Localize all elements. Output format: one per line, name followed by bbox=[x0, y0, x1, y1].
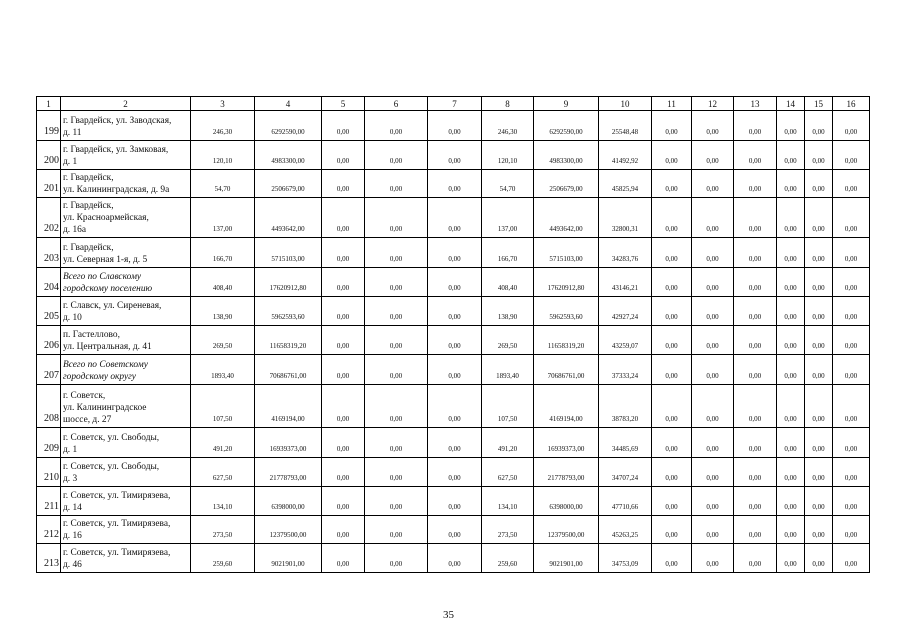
value-cell-col-16: 0,00 bbox=[833, 198, 870, 238]
table-row bbox=[37, 428, 870, 458]
column-header-14: 14 bbox=[777, 97, 805, 111]
address-cell: г. Советск, ул. Калининградское шоссе, д. 27 bbox=[61, 385, 191, 428]
value-cell-col-6: 0,00 bbox=[365, 141, 428, 170]
value-cell-col-4: 4493642,00 bbox=[255, 198, 322, 238]
value-cell-col-15: 0,00 bbox=[805, 385, 833, 428]
value-cell-col-13: 0,00 bbox=[734, 198, 777, 238]
table-row bbox=[37, 198, 870, 238]
value-cell-col-7: 0,00 bbox=[428, 268, 482, 297]
address-cell: г. Советск, ул. Тимирязева, д. 16 bbox=[61, 516, 191, 544]
value-cell-col-3: 137,00 bbox=[191, 198, 255, 238]
value-cell-col-6: 0,00 bbox=[365, 297, 428, 326]
value-cell-col-13: 0,00 bbox=[734, 111, 777, 141]
row-number: 209 bbox=[37, 428, 61, 458]
page-number: 35 bbox=[443, 609, 454, 621]
value-cell-col-5: 0,00 bbox=[322, 297, 365, 326]
value-cell-col-11: 0,00 bbox=[652, 111, 692, 141]
column-header-10: 10 bbox=[599, 97, 652, 111]
value-cell-col-6: 0,00 bbox=[365, 268, 428, 297]
value-cell-col-14: 0,00 bbox=[777, 111, 805, 141]
value-cell-col-10: 34283,76 bbox=[599, 238, 652, 268]
value-cell-col-16: 0,00 bbox=[833, 268, 870, 297]
value-cell-col-9: 17620912,80 bbox=[534, 268, 599, 297]
value-cell-col-16: 0,00 bbox=[833, 326, 870, 355]
value-cell-col-6: 0,00 bbox=[365, 170, 428, 198]
address-cell: г. Славск, ул. Сиреневая, д. 10 bbox=[61, 297, 191, 326]
table-row bbox=[37, 355, 870, 385]
value-cell-col-11: 0,00 bbox=[652, 385, 692, 428]
value-cell-col-6: 0,00 bbox=[365, 516, 428, 544]
column-header-11: 11 bbox=[652, 97, 692, 111]
value-cell-col-9: 4983300,00 bbox=[534, 141, 599, 170]
value-cell-col-3: 491,20 bbox=[191, 428, 255, 458]
value-cell-col-4: 21778793,00 bbox=[255, 458, 322, 487]
value-cell-col-7: 0,00 bbox=[428, 326, 482, 355]
column-header-1: 1 bbox=[37, 97, 61, 111]
value-cell-col-7: 0,00 bbox=[428, 198, 482, 238]
value-cell-col-6: 0,00 bbox=[365, 111, 428, 141]
address-cell: г. Советск, ул. Тимирязева, д. 14 bbox=[61, 487, 191, 516]
value-cell-col-6: 0,00 bbox=[365, 385, 428, 428]
value-cell-col-11: 0,00 bbox=[652, 516, 692, 544]
value-cell-col-15: 0,00 bbox=[805, 544, 833, 573]
value-cell-col-10: 25548,48 bbox=[599, 111, 652, 141]
value-cell-col-12: 0,00 bbox=[692, 544, 734, 573]
value-cell-col-15: 0,00 bbox=[805, 355, 833, 385]
table-row bbox=[37, 111, 870, 141]
value-cell-col-4: 2506679,00 bbox=[255, 170, 322, 198]
value-cell-col-11: 0,00 bbox=[652, 198, 692, 238]
table-row bbox=[37, 170, 870, 198]
value-cell-col-14: 0,00 bbox=[777, 428, 805, 458]
value-cell-col-8: 269,50 bbox=[482, 326, 534, 355]
value-cell-col-16: 0,00 bbox=[833, 428, 870, 458]
value-cell-col-15: 0,00 bbox=[805, 458, 833, 487]
value-cell-col-15: 0,00 bbox=[805, 170, 833, 198]
column-header-12: 12 bbox=[692, 97, 734, 111]
address-cell: г. Гвардейск, ул. Заводская, д. 11 bbox=[61, 111, 191, 141]
value-cell-col-13: 0,00 bbox=[734, 238, 777, 268]
value-cell-col-3: 120,10 bbox=[191, 141, 255, 170]
value-cell-col-9: 12379500,00 bbox=[534, 516, 599, 544]
value-cell-col-13: 0,00 bbox=[734, 170, 777, 198]
value-cell-col-12: 0,00 bbox=[692, 487, 734, 516]
value-cell-col-3: 246,30 bbox=[191, 111, 255, 141]
value-cell-col-10: 41492,92 bbox=[599, 141, 652, 170]
address-cell: г. Советск, ул. Тимирязева, д. 46 bbox=[61, 544, 191, 573]
value-cell-col-13: 0,00 bbox=[734, 516, 777, 544]
value-cell-col-14: 0,00 bbox=[777, 268, 805, 297]
value-cell-col-15: 0,00 bbox=[805, 428, 833, 458]
value-cell-col-15: 0,00 bbox=[805, 238, 833, 268]
value-cell-col-16: 0,00 bbox=[833, 297, 870, 326]
address-cell: г. Советск, ул. Свободы, д. 1 bbox=[61, 428, 191, 458]
column-header-6: 6 bbox=[365, 97, 428, 111]
row-number: 202 bbox=[37, 198, 61, 238]
column-header-13: 13 bbox=[734, 97, 777, 111]
value-cell-col-13: 0,00 bbox=[734, 544, 777, 573]
value-cell-col-9: 6398000,00 bbox=[534, 487, 599, 516]
value-cell-col-8: 273,50 bbox=[482, 516, 534, 544]
value-cell-col-10: 43146,21 bbox=[599, 268, 652, 297]
table-row bbox=[37, 458, 870, 487]
table-row bbox=[37, 544, 870, 573]
column-header-7: 7 bbox=[428, 97, 482, 111]
value-cell-col-8: 107,50 bbox=[482, 385, 534, 428]
value-cell-col-16: 0,00 bbox=[833, 238, 870, 268]
value-cell-col-16: 0,00 bbox=[833, 516, 870, 544]
value-cell-col-9: 5962593,60 bbox=[534, 297, 599, 326]
row-number: 204 bbox=[37, 268, 61, 297]
table-row bbox=[37, 385, 870, 428]
value-cell-col-3: 627,50 bbox=[191, 458, 255, 487]
value-cell-col-5: 0,00 bbox=[322, 487, 365, 516]
value-cell-col-10: 38783,20 bbox=[599, 385, 652, 428]
value-cell-col-14: 0,00 bbox=[777, 516, 805, 544]
value-cell-col-8: 166,70 bbox=[482, 238, 534, 268]
data-table bbox=[36, 96, 870, 573]
value-cell-col-7: 0,00 bbox=[428, 385, 482, 428]
value-cell-col-3: 54,70 bbox=[191, 170, 255, 198]
value-cell-col-11: 0,00 bbox=[652, 170, 692, 198]
value-cell-col-12: 0,00 bbox=[692, 385, 734, 428]
value-cell-col-8: 54,70 bbox=[482, 170, 534, 198]
value-cell-col-9: 5715103,00 bbox=[534, 238, 599, 268]
value-cell-col-12: 0,00 bbox=[692, 428, 734, 458]
value-cell-col-14: 0,00 bbox=[777, 326, 805, 355]
value-cell-col-4: 11658319,20 bbox=[255, 326, 322, 355]
column-header-9: 9 bbox=[534, 97, 599, 111]
value-cell-col-10: 34485,69 bbox=[599, 428, 652, 458]
table-row bbox=[37, 238, 870, 268]
row-number: 208 bbox=[37, 385, 61, 428]
value-cell-col-12: 0,00 bbox=[692, 170, 734, 198]
value-cell-col-5: 0,00 bbox=[322, 111, 365, 141]
value-cell-col-7: 0,00 bbox=[428, 458, 482, 487]
row-number: 210 bbox=[37, 458, 61, 487]
value-cell-col-16: 0,00 bbox=[833, 355, 870, 385]
value-cell-col-11: 0,00 bbox=[652, 355, 692, 385]
value-cell-col-6: 0,00 bbox=[365, 326, 428, 355]
row-number: 203 bbox=[37, 238, 61, 268]
value-cell-col-5: 0,00 bbox=[322, 170, 365, 198]
table-row bbox=[37, 326, 870, 355]
subtotal-label: Всего по Славскому городскому поселению bbox=[61, 268, 191, 297]
value-cell-col-5: 0,00 bbox=[322, 385, 365, 428]
table-body bbox=[37, 111, 870, 573]
value-cell-col-14: 0,00 bbox=[777, 141, 805, 170]
value-cell-col-6: 0,00 bbox=[365, 458, 428, 487]
row-number: 199 bbox=[37, 111, 61, 141]
address-cell: г. Гвардейск, ул. Красноармейская, д. 16а bbox=[61, 198, 191, 238]
value-cell-col-12: 0,00 bbox=[692, 238, 734, 268]
value-cell-col-7: 0,00 bbox=[428, 516, 482, 544]
value-cell-col-3: 134,10 bbox=[191, 487, 255, 516]
value-cell-col-5: 0,00 bbox=[322, 544, 365, 573]
value-cell-col-12: 0,00 bbox=[692, 198, 734, 238]
value-cell-col-12: 0,00 bbox=[692, 516, 734, 544]
value-cell-col-12: 0,00 bbox=[692, 355, 734, 385]
column-header-8: 8 bbox=[482, 97, 534, 111]
table-row bbox=[37, 297, 870, 326]
value-cell-col-9: 4169194,00 bbox=[534, 385, 599, 428]
value-cell-col-9: 70686761,00 bbox=[534, 355, 599, 385]
value-cell-col-4: 5715103,00 bbox=[255, 238, 322, 268]
column-header-4: 4 bbox=[255, 97, 322, 111]
value-cell-col-5: 0,00 bbox=[322, 428, 365, 458]
value-cell-col-16: 0,00 bbox=[833, 111, 870, 141]
row-number: 211 bbox=[37, 487, 61, 516]
value-cell-col-9: 4493642,00 bbox=[534, 198, 599, 238]
value-cell-col-9: 6292590,00 bbox=[534, 111, 599, 141]
value-cell-col-8: 138,90 bbox=[482, 297, 534, 326]
value-cell-col-14: 0,00 bbox=[777, 238, 805, 268]
value-cell-col-6: 0,00 bbox=[365, 428, 428, 458]
value-cell-col-7: 0,00 bbox=[428, 544, 482, 573]
value-cell-col-13: 0,00 bbox=[734, 297, 777, 326]
row-number: 200 bbox=[37, 141, 61, 170]
value-cell-col-8: 134,10 bbox=[482, 487, 534, 516]
value-cell-col-4: 17620912,80 bbox=[255, 268, 322, 297]
value-cell-col-12: 0,00 bbox=[692, 268, 734, 297]
value-cell-col-7: 0,00 bbox=[428, 141, 482, 170]
value-cell-col-10: 34707,24 bbox=[599, 458, 652, 487]
value-cell-col-3: 1893,40 bbox=[191, 355, 255, 385]
value-cell-col-16: 0,00 bbox=[833, 141, 870, 170]
value-cell-col-15: 0,00 bbox=[805, 487, 833, 516]
value-cell-col-9: 9021901,00 bbox=[534, 544, 599, 573]
value-cell-col-12: 0,00 bbox=[692, 326, 734, 355]
value-cell-col-5: 0,00 bbox=[322, 238, 365, 268]
value-cell-col-16: 0,00 bbox=[833, 458, 870, 487]
value-cell-col-9: 11658319,20 bbox=[534, 326, 599, 355]
value-cell-col-13: 0,00 bbox=[734, 458, 777, 487]
value-cell-col-3: 408,40 bbox=[191, 268, 255, 297]
value-cell-col-13: 0,00 bbox=[734, 268, 777, 297]
value-cell-col-8: 491,20 bbox=[482, 428, 534, 458]
value-cell-col-11: 0,00 bbox=[652, 326, 692, 355]
value-cell-col-10: 42927,24 bbox=[599, 297, 652, 326]
value-cell-col-15: 0,00 bbox=[805, 297, 833, 326]
value-cell-col-6: 0,00 bbox=[365, 544, 428, 573]
value-cell-col-5: 0,00 bbox=[322, 355, 365, 385]
value-cell-col-16: 0,00 bbox=[833, 544, 870, 573]
value-cell-col-15: 0,00 bbox=[805, 111, 833, 141]
value-cell-col-8: 627,50 bbox=[482, 458, 534, 487]
value-cell-col-5: 0,00 bbox=[322, 516, 365, 544]
row-number: 205 bbox=[37, 297, 61, 326]
value-cell-col-15: 0,00 bbox=[805, 268, 833, 297]
row-number: 213 bbox=[37, 544, 61, 573]
value-cell-col-7: 0,00 bbox=[428, 170, 482, 198]
value-cell-col-12: 0,00 bbox=[692, 141, 734, 170]
value-cell-col-3: 269,50 bbox=[191, 326, 255, 355]
subtotal-label: Всего по Советскому городскому округу bbox=[61, 355, 191, 385]
value-cell-col-13: 0,00 bbox=[734, 355, 777, 385]
value-cell-col-4: 6292590,00 bbox=[255, 111, 322, 141]
value-cell-col-16: 0,00 bbox=[833, 487, 870, 516]
value-cell-col-14: 0,00 bbox=[777, 198, 805, 238]
value-cell-col-3: 138,90 bbox=[191, 297, 255, 326]
value-cell-col-11: 0,00 bbox=[652, 268, 692, 297]
address-cell: г. Советск, ул. Свободы, д. 3 bbox=[61, 458, 191, 487]
address-cell: г. Гвардейск, ул. Северная 1-я, д. 5 bbox=[61, 238, 191, 268]
value-cell-col-10: 47710,66 bbox=[599, 487, 652, 516]
value-cell-col-10: 37333,24 bbox=[599, 355, 652, 385]
column-header-15: 15 bbox=[805, 97, 833, 111]
value-cell-col-4: 6398000,00 bbox=[255, 487, 322, 516]
value-cell-col-15: 0,00 bbox=[805, 141, 833, 170]
value-cell-col-8: 137,00 bbox=[482, 198, 534, 238]
value-cell-col-11: 0,00 bbox=[652, 297, 692, 326]
column-header-5: 5 bbox=[322, 97, 365, 111]
value-cell-col-14: 0,00 bbox=[777, 170, 805, 198]
column-header-16: 16 bbox=[833, 97, 870, 111]
value-cell-col-4: 70686761,00 bbox=[255, 355, 322, 385]
value-cell-col-8: 259,60 bbox=[482, 544, 534, 573]
value-cell-col-13: 0,00 bbox=[734, 428, 777, 458]
value-cell-col-14: 0,00 bbox=[777, 355, 805, 385]
value-cell-col-3: 273,50 bbox=[191, 516, 255, 544]
value-cell-col-13: 0,00 bbox=[734, 141, 777, 170]
value-cell-col-14: 0,00 bbox=[777, 297, 805, 326]
value-cell-col-3: 166,70 bbox=[191, 238, 255, 268]
value-cell-col-4: 16939373,00 bbox=[255, 428, 322, 458]
row-number: 206 bbox=[37, 326, 61, 355]
value-cell-col-14: 0,00 bbox=[777, 544, 805, 573]
value-cell-col-5: 0,00 bbox=[322, 198, 365, 238]
column-header-3: 3 bbox=[191, 97, 255, 111]
value-cell-col-10: 34753,09 bbox=[599, 544, 652, 573]
value-cell-col-12: 0,00 bbox=[692, 111, 734, 141]
value-cell-col-8: 408,40 bbox=[482, 268, 534, 297]
value-cell-col-5: 0,00 bbox=[322, 268, 365, 297]
value-cell-col-8: 246,30 bbox=[482, 111, 534, 141]
value-cell-col-10: 45825,94 bbox=[599, 170, 652, 198]
value-cell-col-6: 0,00 bbox=[365, 238, 428, 268]
value-cell-col-7: 0,00 bbox=[428, 428, 482, 458]
value-cell-col-14: 0,00 bbox=[777, 385, 805, 428]
value-cell-col-6: 0,00 bbox=[365, 487, 428, 516]
value-cell-col-4: 5962593,60 bbox=[255, 297, 322, 326]
value-cell-col-14: 0,00 bbox=[777, 458, 805, 487]
value-cell-col-10: 45263,25 bbox=[599, 516, 652, 544]
value-cell-col-5: 0,00 bbox=[322, 141, 365, 170]
value-cell-col-7: 0,00 bbox=[428, 355, 482, 385]
value-cell-col-5: 0,00 bbox=[322, 458, 365, 487]
value-cell-col-9: 21778793,00 bbox=[534, 458, 599, 487]
row-number: 207 bbox=[37, 355, 61, 385]
value-cell-col-4: 9021901,00 bbox=[255, 544, 322, 573]
address-cell: г. Гвардейск, ул. Калининградская, д. 9а bbox=[61, 170, 191, 198]
value-cell-col-13: 0,00 bbox=[734, 326, 777, 355]
value-cell-col-7: 0,00 bbox=[428, 487, 482, 516]
value-cell-col-11: 0,00 bbox=[652, 487, 692, 516]
column-header-2: 2 bbox=[61, 97, 191, 111]
value-cell-col-11: 0,00 bbox=[652, 428, 692, 458]
value-cell-col-5: 0,00 bbox=[322, 326, 365, 355]
value-cell-col-15: 0,00 bbox=[805, 198, 833, 238]
value-cell-col-7: 0,00 bbox=[428, 111, 482, 141]
table-row bbox=[37, 268, 870, 297]
table-row bbox=[37, 141, 870, 170]
value-cell-col-10: 43259,07 bbox=[599, 326, 652, 355]
value-cell-col-7: 0,00 bbox=[428, 238, 482, 268]
value-cell-col-13: 0,00 bbox=[734, 487, 777, 516]
value-cell-col-15: 0,00 bbox=[805, 516, 833, 544]
address-cell: г. Гвардейск, ул. Замковая, д. 1 bbox=[61, 141, 191, 170]
value-cell-col-10: 32800,31 bbox=[599, 198, 652, 238]
value-cell-col-15: 0,00 bbox=[805, 326, 833, 355]
value-cell-col-11: 0,00 bbox=[652, 458, 692, 487]
value-cell-col-8: 1893,40 bbox=[482, 355, 534, 385]
value-cell-col-8: 120,10 bbox=[482, 141, 534, 170]
value-cell-col-16: 0,00 bbox=[833, 385, 870, 428]
value-cell-col-7: 0,00 bbox=[428, 297, 482, 326]
value-cell-col-6: 0,00 bbox=[365, 198, 428, 238]
value-cell-col-12: 0,00 bbox=[692, 297, 734, 326]
value-cell-col-4: 4983300,00 bbox=[255, 141, 322, 170]
value-cell-col-3: 259,60 bbox=[191, 544, 255, 573]
table-row bbox=[37, 487, 870, 516]
value-cell-col-11: 0,00 bbox=[652, 141, 692, 170]
row-number: 201 bbox=[37, 170, 61, 198]
row-number: 212 bbox=[37, 516, 61, 544]
value-cell-col-9: 16939373,00 bbox=[534, 428, 599, 458]
header-row bbox=[37, 97, 870, 111]
table-row bbox=[37, 516, 870, 544]
value-cell-col-6: 0,00 bbox=[365, 355, 428, 385]
value-cell-col-4: 12379500,00 bbox=[255, 516, 322, 544]
value-cell-col-16: 0,00 bbox=[833, 170, 870, 198]
value-cell-col-11: 0,00 bbox=[652, 544, 692, 573]
value-cell-col-12: 0,00 bbox=[692, 458, 734, 487]
value-cell-col-3: 107,50 bbox=[191, 385, 255, 428]
value-cell-col-11: 0,00 bbox=[652, 238, 692, 268]
value-cell-col-13: 0,00 bbox=[734, 385, 777, 428]
value-cell-col-9: 2506679,00 bbox=[534, 170, 599, 198]
value-cell-col-4: 4169194,00 bbox=[255, 385, 322, 428]
value-cell-col-14: 0,00 bbox=[777, 487, 805, 516]
address-cell: п. Гастеллово, ул. Центральная, д. 41 bbox=[61, 326, 191, 355]
